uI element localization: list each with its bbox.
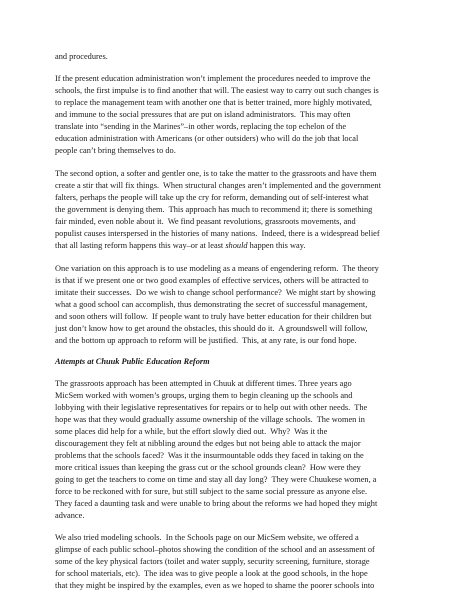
text-line: to replace the management team with another one that is better trained, more highly motivated, [55,98,372,107]
text-line: the government is denying them. This approach has much to recommend it; there is something [55,205,373,214]
text-line: MicSem worked with women’s groups, urging them to begin cleaning up the schools and [55,391,353,400]
text-line: some places did help for a while, but the effort slowly died out. Why? Was it the [55,427,328,436]
text-line: more critical issues than keeping the grass cut or the school grounds clean? How were they [55,463,361,472]
text-line: what a good school can accomplish, thus demonstrating the secret of successful management, [55,300,368,309]
text-line: If the present education administration won’t implement the procedures needed to improve the [55,74,371,83]
text-line: that they might be inspired by the examples, even as we hoped to shame the poorer schools into [55,581,375,590]
emphasis-text: should [225,241,248,250]
text-line: The grassroots approach has been attempted in Chuuk at different times. Three years ago [55,379,352,388]
text-line: just don’t know how to get around the obstacles, this should do it. A groundswell will follow, [55,324,368,333]
text-line: hope was that they would gradually assume ownership of the village schools. The women in [55,415,365,424]
text-line: for school materials, etc). The idea was to give people a look at the good schools, in the hope [55,569,368,578]
text-line: falters, perhaps the people will take up the cry for reform, demanding out of self-interest what [55,193,369,202]
text-line: imitate their successes. Do we wish to change school performance? We might start by showing [55,288,376,297]
text-line: and procedures. [55,52,108,61]
text-line: advance. [55,511,85,520]
text-line: populist causes interspersed in the histories of many nations. Indeed, there is a widespread belief [55,229,380,238]
text-line: and the bottom up approach to reform will be justified. This, at any rate, is our fond hope. [55,336,357,345]
text-line: and soon others will follow. If people want to truly have better education for their children but [55,312,372,321]
text-line: and immune to the social pressures that are put on island administrators. This may often [55,110,351,119]
text-line: schools, the first impulse is to find another that will. The easiest way to carry out such changes is [55,86,379,95]
text-line: The second option, a softer and gentler one, is to take the matter to the grassroots and have them [55,169,377,178]
text-line: some of the key physical factors (toilet and water supply, security screening, furniture, storage [55,557,370,566]
text-line: force to be reckoned with for sure, but still subject to the same social pressure as anyone else. [55,487,368,496]
text-line: glimpse of each public school–photos showing the condition of the school and an assessment of [55,545,375,554]
text-line: people can’t bring themselves to do. [55,146,176,155]
text-line: create a stir that will fix things. When structural changes aren’t implemented and the government [55,181,381,190]
text-line: problems that the schools faced? Was it the insurmountable odds they faced in taking on the [55,451,364,460]
text-line: discouragement they felt at nibbling around the edges but not being able to attack the major [55,439,361,448]
section-heading: Attempts at Chuuk Public Education Reform [55,357,210,366]
text-line: is that if we present one or two good examples of effective services, others will be attracted to [55,276,369,285]
text-run: that all lasting reform happens this way–or at least [55,241,226,250]
text-line: education administration with Americans (or other outsiders) who will do the job that local [55,134,359,143]
text-line: They faced a daunting task and were unable to bring about the reforms we had hoped they might [55,499,378,508]
text-line: lobbying with their legislative representatives for repairs or to help out with other needs. The [55,403,368,412]
text-line: translate into “sending in the Marines”–in other words, replacing the top echelon of the [55,122,347,131]
text-line: We also tried modeling schools. In the Schools page on our MicSem website, we offered a [55,533,359,542]
text-line: fair minded, even noble about it. We find peasant revolutions, grassroots movements, and [55,217,356,226]
text-line: going to get the teachers to come on time and stay all day long? They were Chuukese women, a [55,475,377,484]
text-line [55,240,305,252]
text-run: happen this way. [247,241,306,250]
text-line: One variation on this approach is to use modeling as a means of engendering reform. The theory [55,264,379,273]
